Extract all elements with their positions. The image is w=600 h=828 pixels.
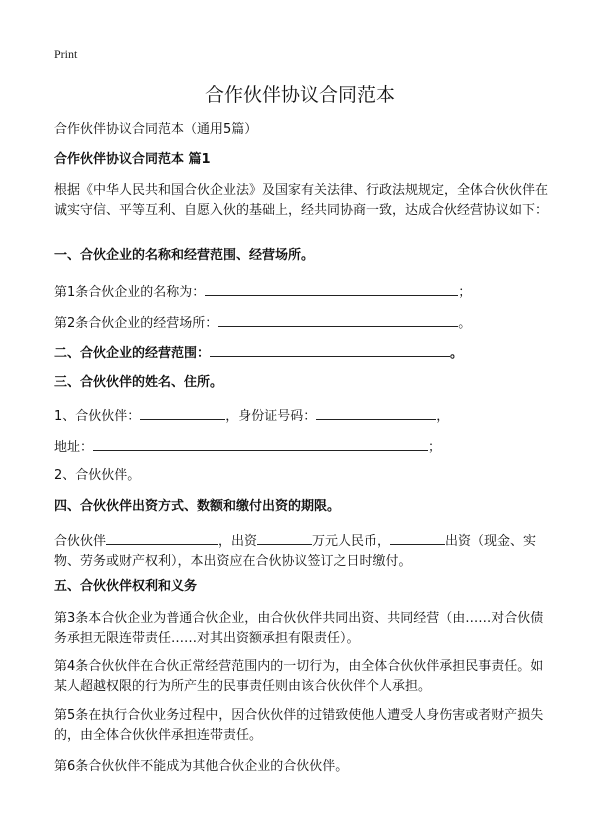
heading-2-label: 二、合伙企业的经营范围： <box>54 346 211 361</box>
partner-2-line: 2、合伙伙伴。 <box>54 468 141 483</box>
partner-1-line <box>54 405 554 427</box>
address-blank <box>93 436 428 451</box>
article-2-label: 第2条合伙企业的经营场所： <box>54 316 219 331</box>
heading-1: 一、合伙企业的名称和经营范围、经营场所。 <box>54 248 315 263</box>
heading-4: 四、合伙伙伴出资方式、数额和缴付出资的期限。 <box>54 499 341 514</box>
scope-blank <box>210 342 450 357</box>
contrib-method-text: 出资（现金、实物、劳务或财产权利），本出资应在合伙协议签订之日时缴付。 <box>54 534 537 569</box>
contrib-currency-label: 万元人民币， <box>312 534 391 549</box>
article-2-end: 。 <box>458 316 472 331</box>
article-4: 第4条合伙伙伴在合伙正常经营范围内的一切行为，由全体合伙伙伴承担民事责任。如某人超越权限的行为所产生的民事责任则由该合伙伙伴个人承担。 <box>54 659 544 694</box>
location-blank <box>218 312 458 327</box>
heading-2 <box>54 342 554 364</box>
address-end: ； <box>428 440 442 455</box>
partner-1-label: 1、合伙伙伴： <box>54 409 141 424</box>
article-2 <box>54 312 554 334</box>
address-line <box>54 436 554 458</box>
article-1-label: 第1条合伙企业的名称为： <box>54 285 206 300</box>
document-title: 合作伙伴协议合同范本 <box>204 84 395 106</box>
address-label: 地址： <box>54 440 94 455</box>
heading-3: 三、合伙伙伴的姓名、住所。 <box>54 375 224 390</box>
heading-5: 五、合伙伙伴权利和义务 <box>54 579 198 594</box>
contrib-amount-label: ，出资 <box>218 534 258 549</box>
contrib-partner-blank <box>106 530 218 545</box>
name-blank <box>205 281 458 296</box>
partner-1-end: ， <box>436 409 450 424</box>
id-number-blank <box>316 405 436 420</box>
partner-name-blank <box>140 405 225 420</box>
id-number-label: ，身份证号码： <box>225 409 317 424</box>
heading-2-end: 。 <box>450 346 464 361</box>
article-6: 第6条合伙伙伴不能成为其他合伙企业的合伙伙伴。 <box>54 759 349 774</box>
contribution-paragraph <box>54 530 554 572</box>
print-link[interactable]: Print <box>54 47 78 61</box>
intro-paragraph: 根据《中华人民共和国合伙企业法》及国家有关法律、行政法规规定，全体合伙伙伴在诚实守信、平等互利、自愿入伙的基础上，经共同协商一致，达成合伙经营协议如下： <box>54 183 549 218</box>
contrib-amount-blank <box>257 530 312 545</box>
article-1 <box>54 281 554 303</box>
contrib-method-blank <box>390 530 445 545</box>
contrib-partner-label: 合伙伙伴 <box>54 534 107 549</box>
article-3: 第3条本合伙企业为普通合伙企业，由合伙伙伴共同出资、共同经营（由……对合伙债务承担无限连带责任……对其出资额承担有限责任）。 <box>54 611 544 646</box>
section-heading: 合作伙伴协议合同范本 篇1 <box>54 152 211 167</box>
article-5: 第5条在执行合伙业务过程中，因合伙伙伴的过错致使他人遭受人身伤害或者财产损失的，由全体合伙伙伴承担连带责任。 <box>54 708 544 743</box>
document-subtitle: 合作伙伴协议合同范本（通用5篇） <box>54 122 258 137</box>
article-1-end: ； <box>458 285 472 300</box>
